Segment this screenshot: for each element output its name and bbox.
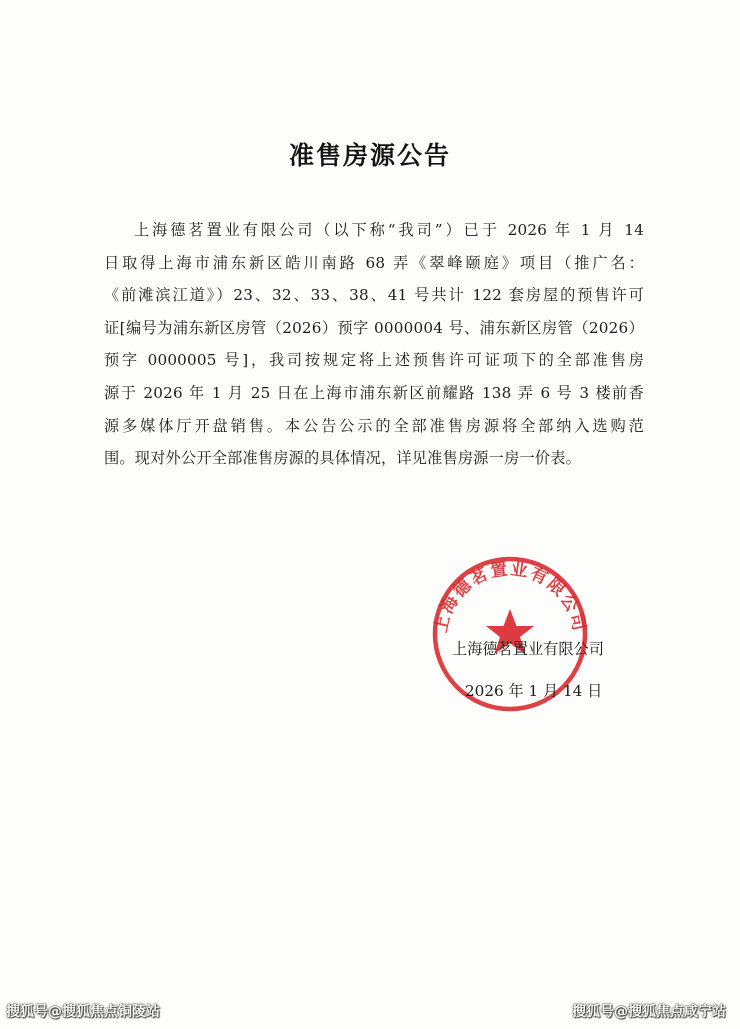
body-line: 证[编号为浦东新区房管（2026）预字 0000004 号、浦东新区房管（2026） <box>104 318 644 337</box>
company-signature: 上海德茗置业有限公司 <box>452 640 604 658</box>
body-line: 《前滩滨江道》）23、32、33、38、41 号共计 122 套房屋的预售许可 <box>104 286 644 305</box>
body-line: 日取得上海市浦东新区皓川南路 68 弄《翠峰颐庭》项目（推广名： <box>104 253 644 272</box>
announcement-body <box>104 214 644 475</box>
seal-text: 上海德茗置业有限公司 <box>430 559 590 635</box>
announcement-date: 2026 年 1 月 14 日 <box>465 682 603 700</box>
body-line: 上海德茗置业有限公司（以下称“我司”）已于 2026 年 1 月 14 <box>134 221 644 239</box>
document-title: 准售房源公告 <box>288 141 451 170</box>
body-line: 预字 0000005 号]，我司按规定将上述预售许可证项下的全部准售房 <box>104 351 644 370</box>
body-line: 源多媒体厅开盘销售。本公告公示的全部准售房源将全部纳入选购范 <box>104 416 644 435</box>
watermark-right: 搜狐号@搜狐焦点咸宁站 <box>572 1004 726 1020</box>
body-line: 围。现对外公开全部准售房源的具体情况，详见准售房源一房一价表。 <box>104 449 582 468</box>
body-line: 源于 2026 年 1 月 25 日在上海市浦东新区前耀路 138 弄 6 号 3 楼前香 <box>104 383 644 402</box>
watermark-left: 搜狐号@搜狐焦点铜陵站 <box>6 1004 160 1020</box>
